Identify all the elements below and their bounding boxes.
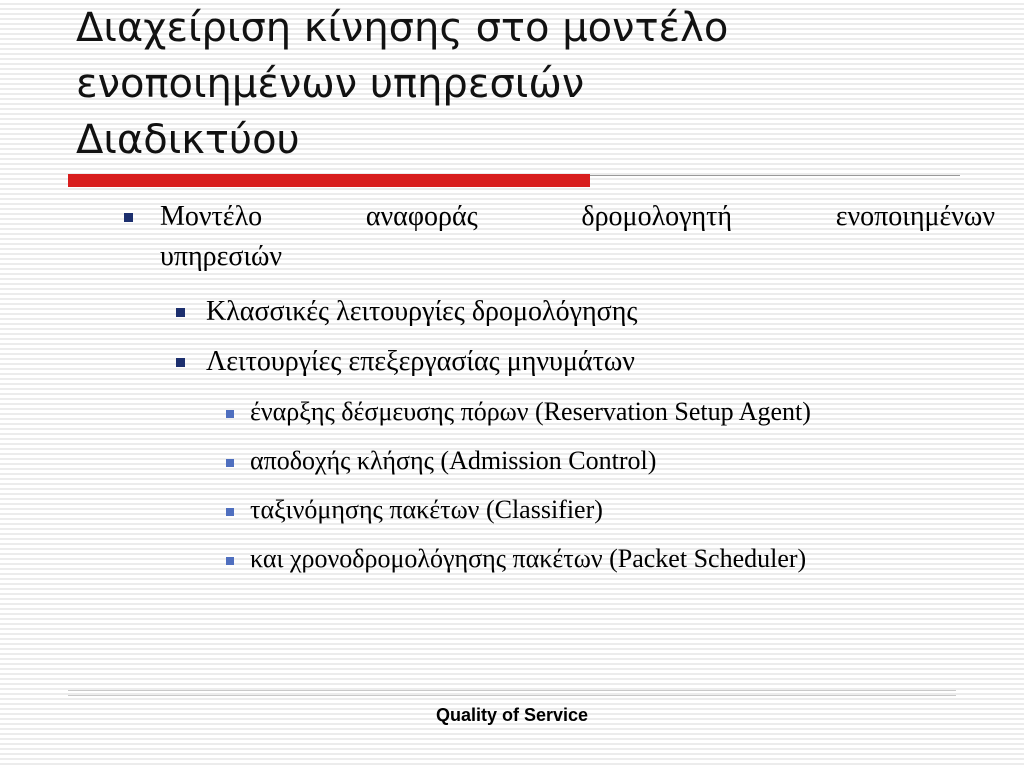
word: ενοποιημένων [835,201,995,232]
word: αναφοράς [365,201,478,232]
square-bullet-icon [226,508,234,516]
footer-label: Quality of Service [435,705,589,725]
word: Μοντέλο [160,201,263,232]
title-line-3: Διαδικτύου [76,117,300,163]
square-bullet-icon [124,213,133,222]
list-item-level3: ταξινόμησης πακέτων (Classifier) [250,495,603,524]
footer-divider [68,690,956,691]
square-bullet-icon [226,410,234,418]
title-line-2: ενοποιημένων υπηρεσιών [76,61,585,107]
list-item-level3: έναρξης δέσμευσης πόρων (Reservation Setup Agent) [250,397,811,426]
list-item-level2: Λειτουργίες επεξεργασίας μηνυμάτων [206,346,635,377]
square-bullet-icon [226,459,234,467]
footer-divider [68,695,956,696]
list-item-level1-line2: υπηρεσιών [160,241,283,272]
list-item-level1 [160,197,995,277]
list-item-level3: και χρονοδρομολόγησης πακέτων (Packet Scheduler) [250,544,807,573]
square-bullet-icon [226,557,234,565]
word: δρομολογητή [581,201,733,232]
title-line-1: Διαχείριση κίνησης στο μοντέλο [76,5,729,51]
square-bullet-icon [176,308,185,317]
list-item-level1-line1 [160,197,995,237]
list-item-level2: Κλασσικές λειτουργίες δρομολόγησης [206,296,638,327]
list-item-level3: αποδοχής κλήσης (Admission Control) [250,446,657,475]
square-bullet-icon [176,358,185,367]
